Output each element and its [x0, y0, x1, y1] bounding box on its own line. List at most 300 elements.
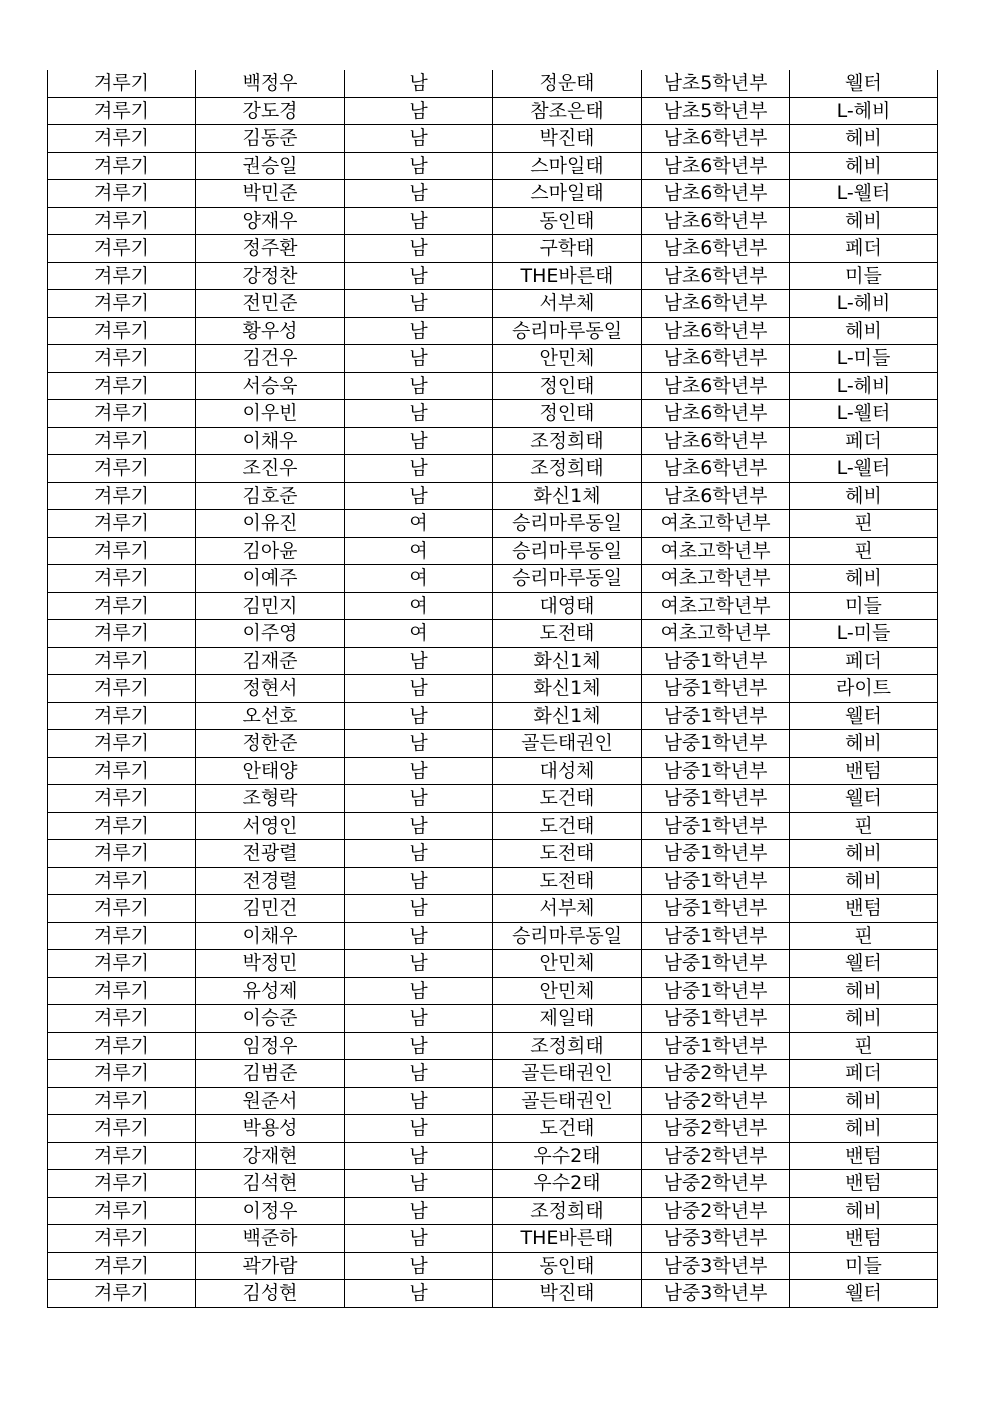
division-cell: 남중3학년부: [642, 1280, 790, 1308]
name-cell: 이유진: [196, 510, 345, 538]
weight-class-cell: L-웰터: [790, 180, 938, 208]
event-cell: 겨루기: [48, 97, 196, 125]
table-row: [48, 1060, 938, 1088]
name-cell: 곽가람: [196, 1252, 345, 1280]
weight-class-cell: 헤비: [790, 1115, 938, 1143]
club-cell: 스마일태: [493, 180, 642, 208]
table-row: [48, 1087, 938, 1115]
gender-cell: 남: [345, 702, 493, 730]
club-cell: 서부체: [493, 895, 642, 923]
gender-cell: 남: [345, 840, 493, 868]
gender-cell: 여: [345, 620, 493, 648]
event-cell: 겨루기: [48, 812, 196, 840]
weight-class-cell: 헤비: [790, 125, 938, 153]
club-cell: 박진태: [493, 125, 642, 153]
club-cell: 도건태: [493, 785, 642, 813]
weight-class-cell: 웰터: [790, 1280, 938, 1308]
table-row: [48, 1280, 938, 1308]
name-cell: 정주환: [196, 235, 345, 263]
division-cell: 남중1학년부: [642, 1005, 790, 1033]
weight-class-cell: 미들: [790, 592, 938, 620]
table-row: [48, 152, 938, 180]
table-row: [48, 922, 938, 950]
weight-class-cell: L-헤비: [790, 97, 938, 125]
division-cell: 남초6학년부: [642, 235, 790, 263]
event-cell: 겨루기: [48, 262, 196, 290]
weight-class-cell: 헤비: [790, 565, 938, 593]
gender-cell: 남: [345, 207, 493, 235]
weight-class-cell: 페더: [790, 647, 938, 675]
gender-cell: 남: [345, 647, 493, 675]
division-cell: 남초5학년부: [642, 70, 790, 97]
name-cell: 안태양: [196, 757, 345, 785]
event-cell: 겨루기: [48, 1225, 196, 1253]
name-cell: 백정우: [196, 70, 345, 97]
table-row: [48, 950, 938, 978]
division-cell: 남중1학년부: [642, 702, 790, 730]
gender-cell: 남: [345, 1115, 493, 1143]
event-cell: 겨루기: [48, 482, 196, 510]
name-cell: 양재우: [196, 207, 345, 235]
division-cell: 남초6학년부: [642, 345, 790, 373]
division-cell: 남중2학년부: [642, 1115, 790, 1143]
division-cell: 여초고학년부: [642, 537, 790, 565]
name-cell: 이예주: [196, 565, 345, 593]
club-cell: THE바른태: [493, 262, 642, 290]
table-row: [48, 1197, 938, 1225]
weight-class-cell: 페더: [790, 1060, 938, 1088]
weight-class-cell: 헤비: [790, 482, 938, 510]
division-cell: 남초6학년부: [642, 290, 790, 318]
name-cell: 김석현: [196, 1170, 345, 1198]
club-cell: 정인태: [493, 400, 642, 428]
gender-cell: 남: [345, 950, 493, 978]
division-cell: 남중1학년부: [642, 895, 790, 923]
event-cell: 겨루기: [48, 345, 196, 373]
table-row: [48, 537, 938, 565]
table-row: [48, 290, 938, 318]
weight-class-cell: 헤비: [790, 730, 938, 758]
gender-cell: 여: [345, 537, 493, 565]
name-cell: 박용성: [196, 1115, 345, 1143]
gender-cell: 남: [345, 1252, 493, 1280]
club-cell: 조정희태: [493, 427, 642, 455]
table-row: [48, 97, 938, 125]
club-cell: 도건태: [493, 1115, 642, 1143]
table-row: [48, 235, 938, 263]
roster-table: [47, 70, 938, 1308]
gender-cell: 남: [345, 675, 493, 703]
weight-class-cell: 핀: [790, 922, 938, 950]
table-row: [48, 730, 938, 758]
division-cell: 남초6학년부: [642, 152, 790, 180]
weight-class-cell: 웰터: [790, 702, 938, 730]
event-cell: 겨루기: [48, 1280, 196, 1308]
name-cell: 정한준: [196, 730, 345, 758]
name-cell: 조형락: [196, 785, 345, 813]
event-cell: 겨루기: [48, 592, 196, 620]
division-cell: 남중2학년부: [642, 1087, 790, 1115]
division-cell: 남초6학년부: [642, 262, 790, 290]
gender-cell: 남: [345, 757, 493, 785]
table-row: [48, 455, 938, 483]
club-cell: 승리마루동일: [493, 922, 642, 950]
table-row: [48, 977, 938, 1005]
name-cell: 김호준: [196, 482, 345, 510]
table-row: [48, 400, 938, 428]
division-cell: 남중1학년부: [642, 950, 790, 978]
division-cell: 남중1학년부: [642, 675, 790, 703]
gender-cell: 남: [345, 70, 493, 97]
gender-cell: 남: [345, 1142, 493, 1170]
weight-class-cell: L-헤비: [790, 290, 938, 318]
gender-cell: 남: [345, 1060, 493, 1088]
name-cell: 전경렬: [196, 867, 345, 895]
event-cell: 겨루기: [48, 922, 196, 950]
name-cell: 김민건: [196, 895, 345, 923]
gender-cell: 남: [345, 235, 493, 263]
club-cell: THE바른태: [493, 1225, 642, 1253]
weight-class-cell: 헤비: [790, 1087, 938, 1115]
weight-class-cell: 웰터: [790, 950, 938, 978]
division-cell: 남초6학년부: [642, 207, 790, 235]
event-cell: 겨루기: [48, 1060, 196, 1088]
table-row: [48, 840, 938, 868]
division-cell: 남초6학년부: [642, 482, 790, 510]
division-cell: 여초고학년부: [642, 565, 790, 593]
division-cell: 남초6학년부: [642, 400, 790, 428]
name-cell: 이승준: [196, 1005, 345, 1033]
table-row: [48, 207, 938, 235]
name-cell: 이주영: [196, 620, 345, 648]
name-cell: 황우성: [196, 317, 345, 345]
event-cell: 겨루기: [48, 427, 196, 455]
event-cell: 겨루기: [48, 565, 196, 593]
club-cell: 스마일태: [493, 152, 642, 180]
gender-cell: 남: [345, 1280, 493, 1308]
name-cell: 박민준: [196, 180, 345, 208]
table-row: [48, 867, 938, 895]
event-cell: 겨루기: [48, 70, 196, 97]
gender-cell: 남: [345, 290, 493, 318]
gender-cell: 남: [345, 482, 493, 510]
gender-cell: 남: [345, 1032, 493, 1060]
club-cell: 구학태: [493, 235, 642, 263]
gender-cell: 남: [345, 785, 493, 813]
name-cell: 이정우: [196, 1197, 345, 1225]
table-row: [48, 1142, 938, 1170]
name-cell: 이채우: [196, 427, 345, 455]
weight-class-cell: 밴텀: [790, 895, 938, 923]
club-cell: 골든태권인: [493, 1087, 642, 1115]
event-cell: 겨루기: [48, 537, 196, 565]
name-cell: 김아윤: [196, 537, 345, 565]
gender-cell: 남: [345, 317, 493, 345]
name-cell: 김건우: [196, 345, 345, 373]
name-cell: 서영인: [196, 812, 345, 840]
weight-class-cell: 헤비: [790, 977, 938, 1005]
gender-cell: 남: [345, 1087, 493, 1115]
table-row: [48, 1032, 938, 1060]
club-cell: 골든태권인: [493, 1060, 642, 1088]
event-cell: 겨루기: [48, 867, 196, 895]
club-cell: 도전태: [493, 840, 642, 868]
weight-class-cell: 밴텀: [790, 1225, 938, 1253]
event-cell: 겨루기: [48, 180, 196, 208]
name-cell: 김재준: [196, 647, 345, 675]
name-cell: 원준서: [196, 1087, 345, 1115]
weight-class-cell: L-웰터: [790, 455, 938, 483]
event-cell: 겨루기: [48, 125, 196, 153]
roster-sheet: [47, 70, 937, 1308]
name-cell: 서승욱: [196, 372, 345, 400]
name-cell: 전민준: [196, 290, 345, 318]
name-cell: 조진우: [196, 455, 345, 483]
table-row: [48, 620, 938, 648]
table-row: [48, 812, 938, 840]
division-cell: 남초6학년부: [642, 427, 790, 455]
club-cell: 동인태: [493, 1252, 642, 1280]
event-cell: 겨루기: [48, 702, 196, 730]
name-cell: 김동준: [196, 125, 345, 153]
weight-class-cell: 라이트: [790, 675, 938, 703]
weight-class-cell: 페더: [790, 235, 938, 263]
event-cell: 겨루기: [48, 400, 196, 428]
event-cell: 겨루기: [48, 317, 196, 345]
event-cell: 겨루기: [48, 977, 196, 1005]
table-row: [48, 345, 938, 373]
event-cell: 겨루기: [48, 1197, 196, 1225]
name-cell: 김범준: [196, 1060, 345, 1088]
event-cell: 겨루기: [48, 1115, 196, 1143]
name-cell: 김성현: [196, 1280, 345, 1308]
division-cell: 남초6학년부: [642, 455, 790, 483]
division-cell: 남중2학년부: [642, 1142, 790, 1170]
division-cell: 남중3학년부: [642, 1252, 790, 1280]
gender-cell: 여: [345, 565, 493, 593]
division-cell: 남중1학년부: [642, 812, 790, 840]
gender-cell: 남: [345, 400, 493, 428]
club-cell: 제일태: [493, 1005, 642, 1033]
name-cell: 권승일: [196, 152, 345, 180]
weight-class-cell: 미들: [790, 262, 938, 290]
division-cell: 남초6학년부: [642, 317, 790, 345]
table-row: [48, 1115, 938, 1143]
gender-cell: 남: [345, 977, 493, 1005]
division-cell: 남중1학년부: [642, 1032, 790, 1060]
table-row: [48, 702, 938, 730]
table-row: [48, 895, 938, 923]
division-cell: 남중1학년부: [642, 922, 790, 950]
table-row: [48, 317, 938, 345]
club-cell: 화신1체: [493, 675, 642, 703]
event-cell: 겨루기: [48, 290, 196, 318]
division-cell: 여초고학년부: [642, 592, 790, 620]
gender-cell: 남: [345, 97, 493, 125]
division-cell: 남중1학년부: [642, 977, 790, 1005]
gender-cell: 남: [345, 1005, 493, 1033]
table-row: [48, 592, 938, 620]
gender-cell: 남: [345, 372, 493, 400]
name-cell: 강정찬: [196, 262, 345, 290]
event-cell: 겨루기: [48, 1170, 196, 1198]
name-cell: 강도경: [196, 97, 345, 125]
table-row: [48, 125, 938, 153]
weight-class-cell: L-미들: [790, 620, 938, 648]
club-cell: 골든태권인: [493, 730, 642, 758]
event-cell: 겨루기: [48, 895, 196, 923]
name-cell: 정현서: [196, 675, 345, 703]
division-cell: 여초고학년부: [642, 620, 790, 648]
weight-class-cell: 핀: [790, 537, 938, 565]
name-cell: 오선호: [196, 702, 345, 730]
division-cell: 남초6학년부: [642, 372, 790, 400]
club-cell: 조정희태: [493, 1197, 642, 1225]
club-cell: 승리마루동일: [493, 510, 642, 538]
club-cell: 승리마루동일: [493, 565, 642, 593]
division-cell: 남중2학년부: [642, 1170, 790, 1198]
weight-class-cell: 헤비: [790, 317, 938, 345]
event-cell: 겨루기: [48, 647, 196, 675]
gender-cell: 여: [345, 592, 493, 620]
gender-cell: 남: [345, 180, 493, 208]
division-cell: 남중2학년부: [642, 1060, 790, 1088]
club-cell: 조정희태: [493, 1032, 642, 1060]
club-cell: 동인태: [493, 207, 642, 235]
event-cell: 겨루기: [48, 1032, 196, 1060]
weight-class-cell: 헤비: [790, 840, 938, 868]
weight-class-cell: 헤비: [790, 1005, 938, 1033]
club-cell: 박진태: [493, 1280, 642, 1308]
division-cell: 남초6학년부: [642, 125, 790, 153]
gender-cell: 남: [345, 1197, 493, 1225]
weight-class-cell: L-헤비: [790, 372, 938, 400]
event-cell: 겨루기: [48, 675, 196, 703]
club-cell: 안민체: [493, 977, 642, 1005]
name-cell: 김민지: [196, 592, 345, 620]
club-cell: 승리마루동일: [493, 537, 642, 565]
weight-class-cell: 밴텀: [790, 1142, 938, 1170]
gender-cell: 남: [345, 895, 493, 923]
gender-cell: 남: [345, 1225, 493, 1253]
division-cell: 남중1학년부: [642, 730, 790, 758]
event-cell: 겨루기: [48, 785, 196, 813]
division-cell: 남중1학년부: [642, 757, 790, 785]
division-cell: 남초5학년부: [642, 97, 790, 125]
weight-class-cell: 페더: [790, 427, 938, 455]
name-cell: 전광렬: [196, 840, 345, 868]
club-cell: 화신1체: [493, 647, 642, 675]
table-row: [48, 372, 938, 400]
event-cell: 겨루기: [48, 207, 196, 235]
club-cell: 조정희태: [493, 455, 642, 483]
name-cell: 임정우: [196, 1032, 345, 1060]
event-cell: 겨루기: [48, 620, 196, 648]
weight-class-cell: 핀: [790, 812, 938, 840]
weight-class-cell: 밴텀: [790, 1170, 938, 1198]
event-cell: 겨루기: [48, 1005, 196, 1033]
weight-class-cell: 미들: [790, 1252, 938, 1280]
club-cell: 정운태: [493, 70, 642, 97]
weight-class-cell: 헤비: [790, 867, 938, 895]
table-row: [48, 1170, 938, 1198]
table-row: [48, 427, 938, 455]
gender-cell: 남: [345, 262, 493, 290]
gender-cell: 남: [345, 812, 493, 840]
event-cell: 겨루기: [48, 1142, 196, 1170]
table-row: [48, 565, 938, 593]
event-cell: 겨루기: [48, 455, 196, 483]
table-row: [48, 1225, 938, 1253]
table-row: [48, 675, 938, 703]
club-cell: 안민체: [493, 345, 642, 373]
club-cell: 우수2태: [493, 1142, 642, 1170]
club-cell: 서부체: [493, 290, 642, 318]
roster-table-body: [48, 70, 938, 1307]
table-row: [48, 482, 938, 510]
weight-class-cell: L-미들: [790, 345, 938, 373]
club-cell: 참조은태: [493, 97, 642, 125]
weight-class-cell: 핀: [790, 510, 938, 538]
table-row: [48, 262, 938, 290]
event-cell: 겨루기: [48, 757, 196, 785]
division-cell: 남중3학년부: [642, 1225, 790, 1253]
club-cell: 승리마루동일: [493, 317, 642, 345]
club-cell: 대영태: [493, 592, 642, 620]
division-cell: 여초고학년부: [642, 510, 790, 538]
gender-cell: 남: [345, 922, 493, 950]
division-cell: 남중2학년부: [642, 1197, 790, 1225]
weight-class-cell: 핀: [790, 1032, 938, 1060]
club-cell: 안민체: [493, 950, 642, 978]
gender-cell: 남: [345, 345, 493, 373]
name-cell: 이채우: [196, 922, 345, 950]
club-cell: 도건태: [493, 812, 642, 840]
name-cell: 이우빈: [196, 400, 345, 428]
weight-class-cell: 헤비: [790, 152, 938, 180]
gender-cell: 남: [345, 152, 493, 180]
name-cell: 박정민: [196, 950, 345, 978]
gender-cell: 여: [345, 510, 493, 538]
table-row: [48, 180, 938, 208]
table-row: [48, 1252, 938, 1280]
club-cell: 우수2태: [493, 1170, 642, 1198]
event-cell: 겨루기: [48, 510, 196, 538]
event-cell: 겨루기: [48, 1252, 196, 1280]
club-cell: 정인태: [493, 372, 642, 400]
event-cell: 겨루기: [48, 730, 196, 758]
weight-class-cell: 밴텀: [790, 757, 938, 785]
club-cell: 대성체: [493, 757, 642, 785]
table-row: [48, 70, 938, 97]
club-cell: 도전태: [493, 867, 642, 895]
weight-class-cell: 헤비: [790, 1197, 938, 1225]
division-cell: 남초6학년부: [642, 180, 790, 208]
gender-cell: 남: [345, 125, 493, 153]
event-cell: 겨루기: [48, 235, 196, 263]
event-cell: 겨루기: [48, 152, 196, 180]
gender-cell: 남: [345, 867, 493, 895]
division-cell: 남중1학년부: [642, 867, 790, 895]
gender-cell: 남: [345, 427, 493, 455]
table-row: [48, 510, 938, 538]
division-cell: 남중1학년부: [642, 647, 790, 675]
event-cell: 겨루기: [48, 950, 196, 978]
weight-class-cell: L-웰터: [790, 400, 938, 428]
club-cell: 도전태: [493, 620, 642, 648]
table-row: [48, 1005, 938, 1033]
table-row: [48, 647, 938, 675]
